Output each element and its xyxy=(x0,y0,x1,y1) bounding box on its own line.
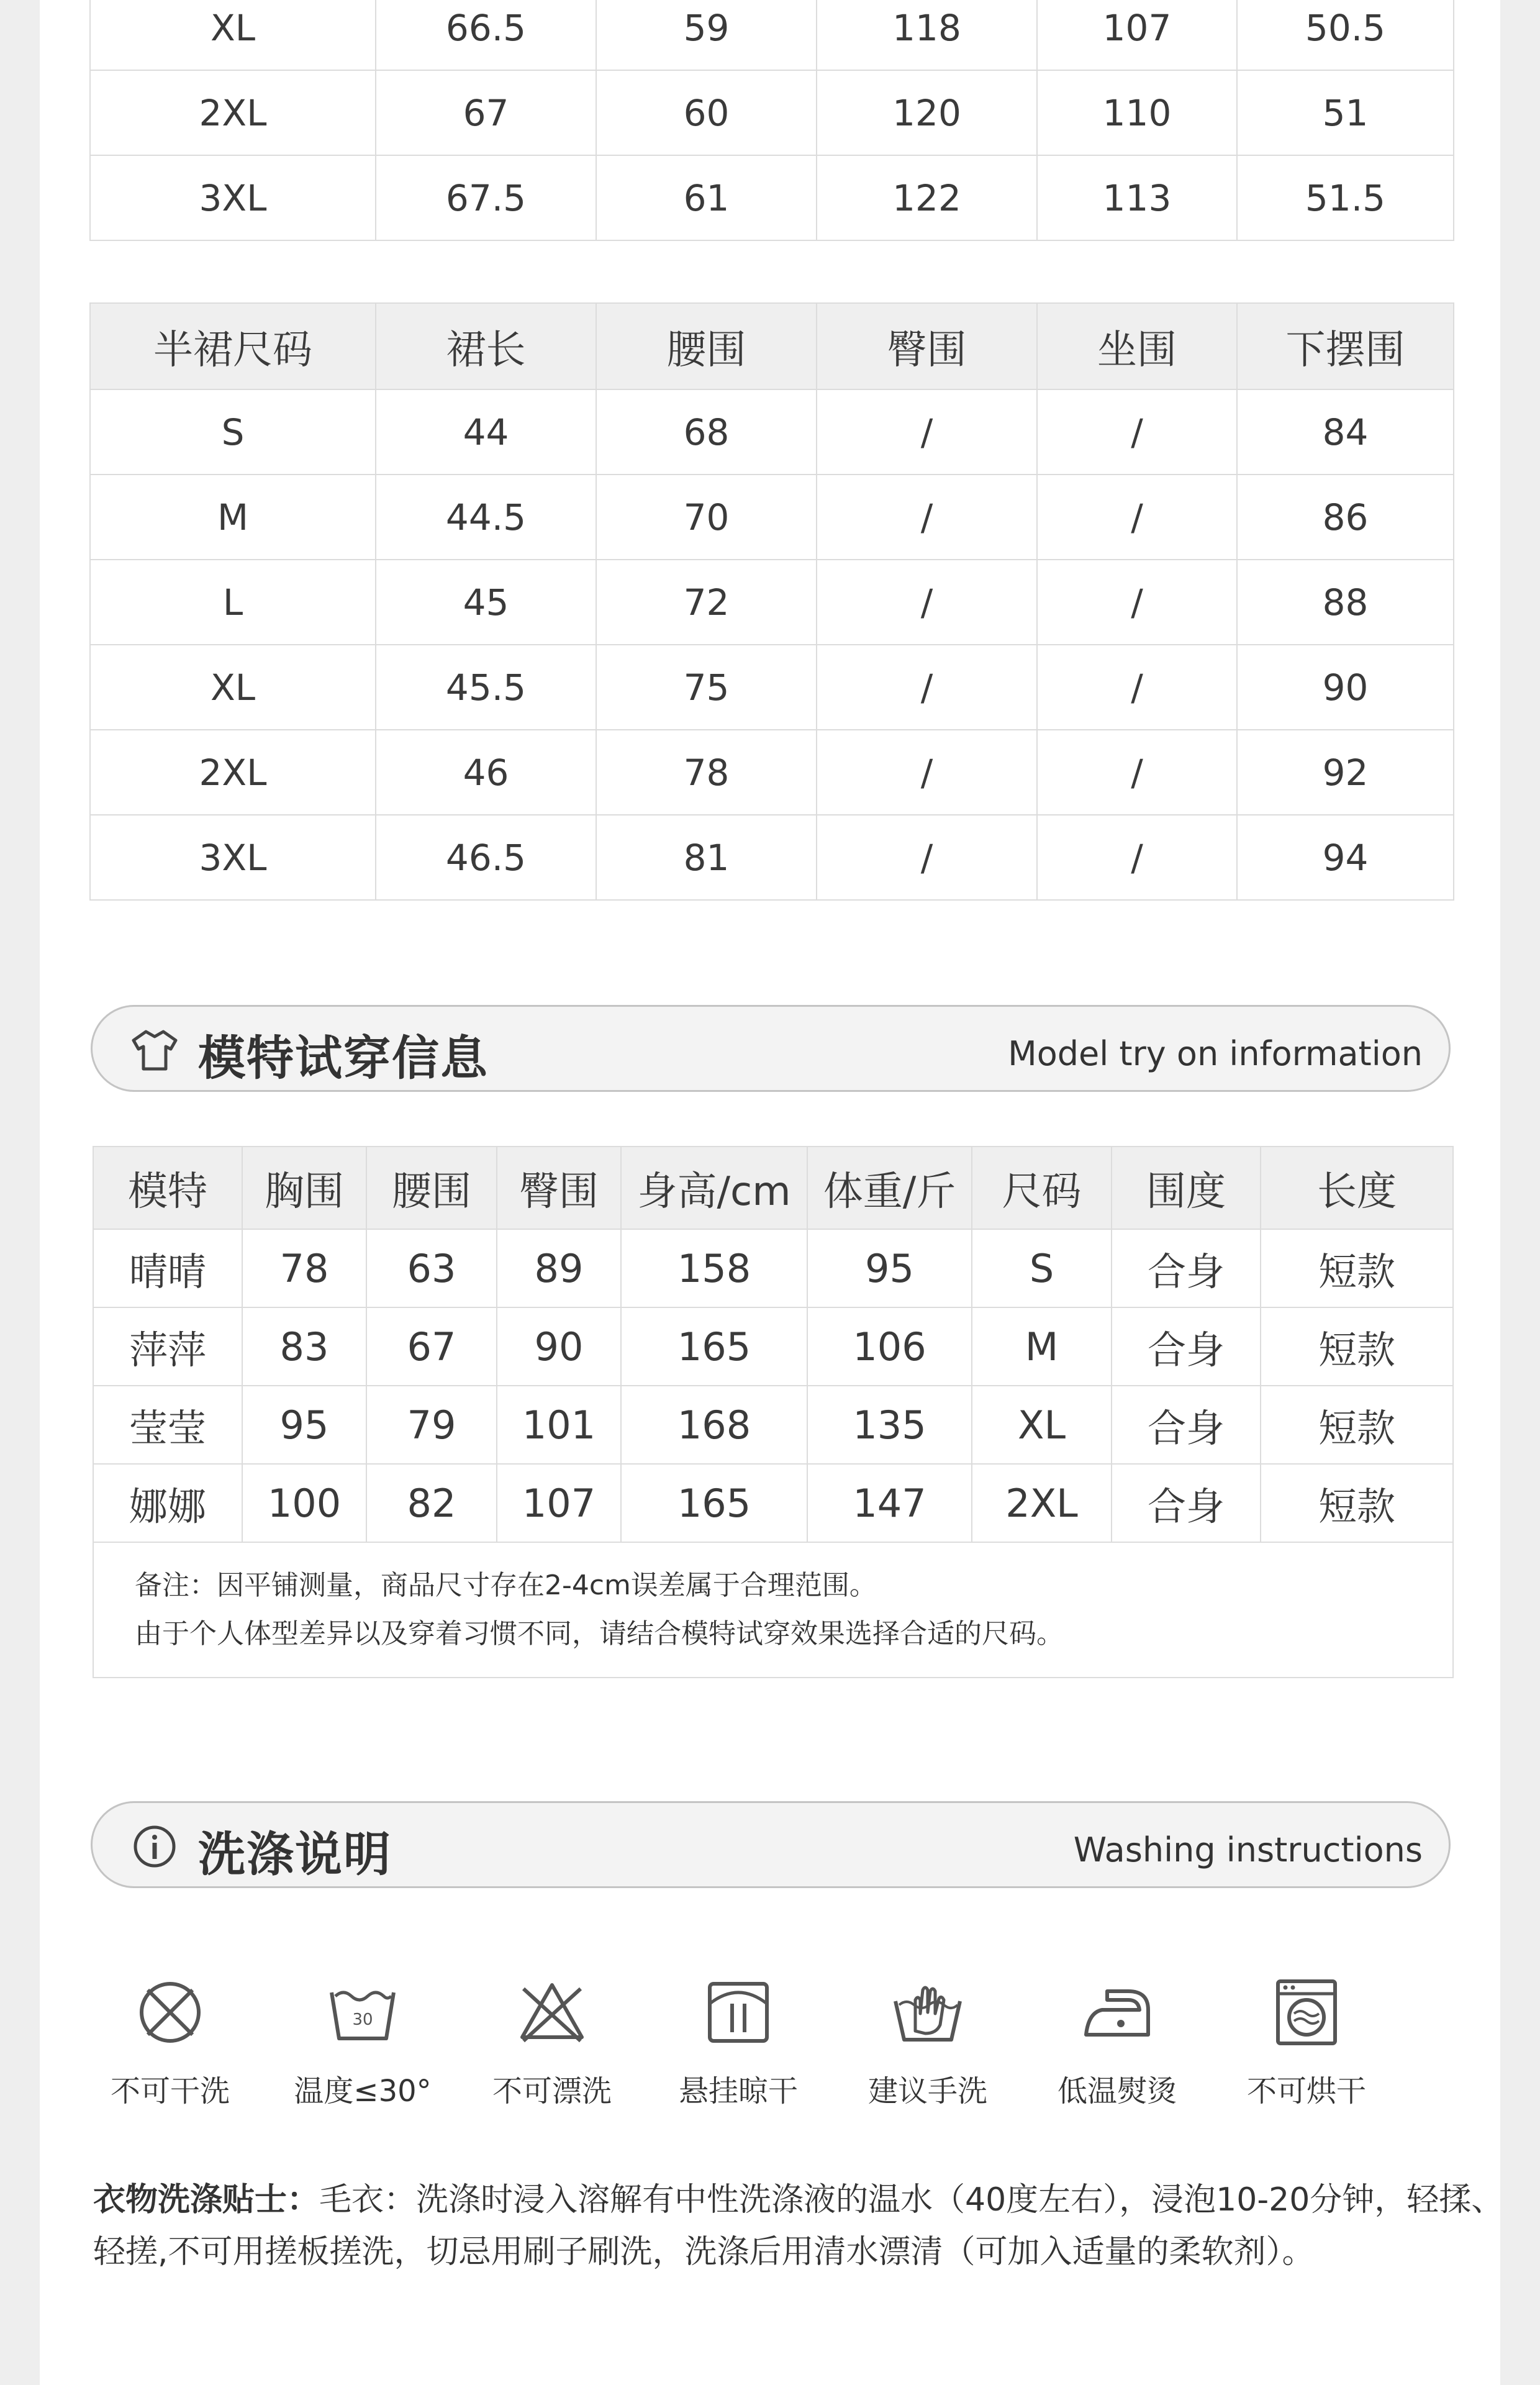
table-cell: / xyxy=(817,475,1037,560)
product-detail-page xyxy=(40,0,1504,2385)
table-cell: 59 xyxy=(596,0,817,70)
table-cell: 45 xyxy=(376,560,596,645)
table-cell: 106 xyxy=(807,1307,972,1386)
table-cell: 113 xyxy=(1037,155,1237,240)
column-header: 半裙尺码 xyxy=(90,303,376,389)
wash-care-item xyxy=(1036,1975,1198,2110)
table-cell: 莹莹 xyxy=(93,1386,242,1464)
no-tumble-dry-icon xyxy=(1269,1975,1344,2050)
table-cell: 合身 xyxy=(1112,1386,1261,1464)
top-size-table xyxy=(89,0,1454,241)
wash-temp-badge: 30 xyxy=(352,2010,373,2029)
model-info-banner xyxy=(91,1005,1451,1092)
table-cell: 90 xyxy=(1237,645,1454,730)
table-header-row xyxy=(90,303,1454,389)
wash-care-label: 不可烘干 xyxy=(1246,2074,1366,2109)
table-cell: / xyxy=(1037,560,1237,645)
table-cell: 75 xyxy=(596,645,817,730)
info-icon xyxy=(130,1824,179,1869)
table-header-row xyxy=(93,1147,1453,1229)
column-header: 臀围 xyxy=(497,1147,621,1229)
column-header: 身高/cm xyxy=(621,1147,807,1229)
tips-label: 衣物洗涤贴士： xyxy=(93,2181,320,2219)
table-cell: 短款 xyxy=(1261,1464,1453,1542)
table-cell: 3XL xyxy=(90,815,376,900)
table-cell: 82 xyxy=(366,1464,497,1542)
table-cell: / xyxy=(1037,730,1237,815)
table-cell: 短款 xyxy=(1261,1386,1453,1464)
table-row xyxy=(90,155,1454,240)
table-cell: 83 xyxy=(242,1307,366,1386)
table-cell: / xyxy=(817,389,1037,475)
table-cell: 81 xyxy=(596,815,817,900)
washing-tips xyxy=(93,2174,1528,2278)
wash-care-item xyxy=(658,1975,819,2110)
table-cell: 100 xyxy=(242,1464,366,1542)
table-cell: M xyxy=(90,475,376,560)
table-cell: 120 xyxy=(817,70,1037,155)
table-cell: 165 xyxy=(621,1307,807,1386)
model-banner-title: 模特试穿信息 xyxy=(198,1030,489,1086)
table-row xyxy=(90,389,1454,475)
table-row xyxy=(93,1386,1453,1464)
table-cell: 45.5 xyxy=(376,645,596,730)
table-cell: 晴晴 xyxy=(93,1229,242,1307)
table-cell: 3XL xyxy=(90,155,376,240)
table-cell: 95 xyxy=(242,1386,366,1464)
table-cell: S xyxy=(90,389,376,475)
table-cell: 娜娜 xyxy=(93,1464,242,1542)
washing-banner xyxy=(91,1801,1451,1888)
table-cell: 165 xyxy=(621,1464,807,1542)
table-row xyxy=(90,730,1454,815)
table-cell: 60 xyxy=(596,70,817,155)
table-cell: 84 xyxy=(1237,389,1454,475)
column-header: 长度 xyxy=(1261,1147,1453,1229)
table-cell: 67.5 xyxy=(376,155,596,240)
table-row xyxy=(93,1307,1453,1386)
table-cell: M xyxy=(972,1307,1112,1386)
table-cell: / xyxy=(817,815,1037,900)
note-line-2: 由于个人体型差异以及穿着习惯不同，请结合模特试穿效果选择合适的尺码。 xyxy=(135,1618,1064,1650)
table-cell: 147 xyxy=(807,1464,972,1542)
washing-icons xyxy=(89,1975,1480,2112)
table-row xyxy=(90,475,1454,560)
column-header: 坐围 xyxy=(1037,303,1237,389)
table-cell: 2XL xyxy=(90,730,376,815)
table-cell: 2XL xyxy=(90,70,376,155)
column-header: 裙长 xyxy=(376,303,596,389)
table-cell: 2XL xyxy=(972,1464,1112,1542)
table-cell: 110 xyxy=(1037,70,1237,155)
table-cell: 61 xyxy=(596,155,817,240)
column-header: 胸围 xyxy=(242,1147,366,1229)
table-cell: 44.5 xyxy=(376,475,596,560)
table-cell: 158 xyxy=(621,1229,807,1307)
wash-care-item xyxy=(471,1975,633,2110)
wash-care-item xyxy=(89,1975,251,2110)
wash-care-item xyxy=(1226,1975,1387,2110)
wash-care-label: 建议手洗 xyxy=(867,2074,987,2109)
table-cell: 88 xyxy=(1237,560,1454,645)
table-cell: 51 xyxy=(1237,70,1454,155)
table-cell: 44 xyxy=(376,389,596,475)
table-cell: 90 xyxy=(497,1307,621,1386)
table-cell: / xyxy=(817,645,1037,730)
table-cell: / xyxy=(1037,645,1237,730)
table-cell: XL xyxy=(972,1386,1112,1464)
fit-note xyxy=(93,1542,1453,1678)
table-cell: 短款 xyxy=(1261,1307,1453,1386)
table-cell: 94 xyxy=(1237,815,1454,900)
table-cell: 合身 xyxy=(1112,1307,1261,1386)
table-cell: 46.5 xyxy=(376,815,596,900)
table-cell: 86 xyxy=(1237,475,1454,560)
table-cell: 72 xyxy=(596,560,817,645)
table-cell: 78 xyxy=(242,1229,366,1307)
wash-care-label: 温度≤30° xyxy=(294,2074,432,2109)
table-cell: / xyxy=(817,560,1037,645)
table-cell: 68 xyxy=(596,389,817,475)
no-dry-clean-icon xyxy=(133,1975,207,2050)
table-cell: 107 xyxy=(1037,0,1237,70)
column-header: 围度 xyxy=(1112,1147,1261,1229)
low-iron-icon xyxy=(1080,1975,1154,2050)
wash-care-label: 低温熨烫 xyxy=(1057,2074,1177,2109)
table-cell: 118 xyxy=(817,0,1037,70)
table-row xyxy=(90,0,1454,70)
table-cell: / xyxy=(1037,475,1237,560)
table-cell: 79 xyxy=(366,1386,497,1464)
wash-care-label: 不可漂洗 xyxy=(492,2074,612,2109)
skirt-size-table xyxy=(89,302,1454,901)
table-cell: 101 xyxy=(497,1386,621,1464)
table-cell: / xyxy=(817,730,1037,815)
wash-care-label: 不可干洗 xyxy=(110,2074,230,2109)
note-line-1: 备注：因平铺测量，商品尺寸存在2-4cm误差属于合理范围。 xyxy=(135,1570,877,1601)
table-cell: 67 xyxy=(376,70,596,155)
table-cell: 67 xyxy=(366,1307,497,1386)
table-cell: 95 xyxy=(807,1229,972,1307)
model-banner-subtitle: Model try on information xyxy=(1008,1034,1423,1073)
table-cell: L xyxy=(90,560,376,645)
hand-wash-icon xyxy=(890,1975,965,2050)
table-cell: / xyxy=(1037,815,1237,900)
column-header: 下摆围 xyxy=(1237,303,1454,389)
column-header: 腰围 xyxy=(366,1147,497,1229)
wash-30-icon xyxy=(325,1975,400,2050)
wash-care-item xyxy=(847,1975,1008,2110)
column-header: 腰围 xyxy=(596,303,817,389)
table-cell: 短款 xyxy=(1261,1229,1453,1307)
washing-banner-title: 洗涤说明 xyxy=(198,1827,392,1882)
wash-care-label: 悬挂晾干 xyxy=(678,2074,798,2109)
table-cell: S xyxy=(972,1229,1112,1307)
model-fit-table xyxy=(93,1146,1454,1678)
column-header: 体重/斤 xyxy=(807,1147,972,1229)
table-row xyxy=(90,560,1454,645)
table-cell: 51.5 xyxy=(1237,155,1454,240)
table-cell: 合身 xyxy=(1112,1229,1261,1307)
column-header: 模特 xyxy=(93,1147,242,1229)
table-row xyxy=(90,815,1454,900)
table-row xyxy=(93,1464,1453,1542)
table-cell: 合身 xyxy=(1112,1464,1261,1542)
table-cell: 92 xyxy=(1237,730,1454,815)
tips-text: 毛衣：洗涤时浸入溶解有中性洗涤液的温水（40度左右），浸泡10-20分钟，轻揉、轻搓,不可用搓板搓洗，切忌用刷子刷洗，洗涤后用清水漂清（可加入适量的柔软剂）。 xyxy=(93,2181,1504,2271)
table-cell: 122 xyxy=(817,155,1037,240)
table-cell: 89 xyxy=(497,1229,621,1307)
wash-care-item xyxy=(282,1975,443,2110)
shirt-icon xyxy=(130,1028,179,1073)
table-cell: XL xyxy=(90,645,376,730)
column-header: 尺码 xyxy=(972,1147,1112,1229)
table-cell: 78 xyxy=(596,730,817,815)
table-cell: XL xyxy=(90,0,376,70)
washing-banner-subtitle: Washing instructions xyxy=(1073,1830,1423,1869)
table-cell: 63 xyxy=(366,1229,497,1307)
hang-dry-icon xyxy=(701,1975,776,2050)
column-header: 臀围 xyxy=(817,303,1037,389)
table-row xyxy=(90,645,1454,730)
no-bleach-icon xyxy=(515,1975,589,2050)
table-cell: 66.5 xyxy=(376,0,596,70)
table-cell: 70 xyxy=(596,475,817,560)
table-cell: / xyxy=(1037,389,1237,475)
table-note-row xyxy=(93,1542,1453,1678)
table-cell: 168 xyxy=(621,1386,807,1464)
table-cell: 46 xyxy=(376,730,596,815)
table-cell: 50.5 xyxy=(1237,0,1454,70)
table-cell: 萍萍 xyxy=(93,1307,242,1386)
table-row xyxy=(93,1229,1453,1307)
table-row xyxy=(90,70,1454,155)
table-cell: 107 xyxy=(497,1464,621,1542)
table-cell: 135 xyxy=(807,1386,972,1464)
